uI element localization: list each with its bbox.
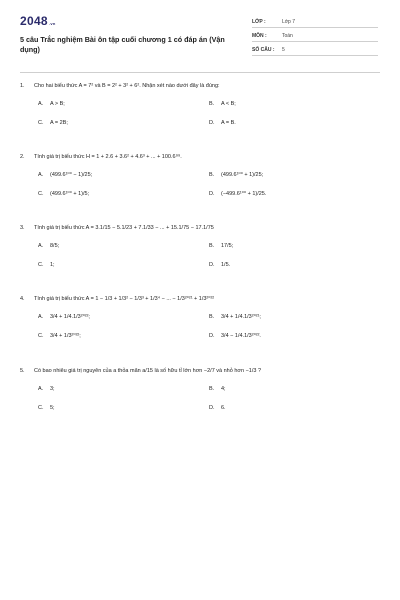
option-text: (499.6¹⁰⁰ + 1)/25; <box>221 172 264 178</box>
option-letter: A. <box>38 243 44 249</box>
option-text: (499.6¹⁰⁰ − 1)/25; <box>50 172 93 178</box>
answer-options <box>38 100 380 127</box>
option-a[interactable] <box>38 385 209 393</box>
info-row-class <box>252 14 378 28</box>
option-text: A < B; <box>221 101 236 107</box>
option-letter: D. <box>209 191 215 197</box>
option-letter: D. <box>209 120 215 126</box>
option-a[interactable] <box>38 100 209 108</box>
logo-suffix: .vn <box>48 21 56 26</box>
option-letter: D. <box>209 262 215 268</box>
question-text: Tính giá trị biểu thức A = 1 − 1/3 + 1/3² − 1/3³ + 1/3⁴ − ... − 1/3²⁰²¹ + 1/3²⁰²² <box>34 296 215 302</box>
question-text: Tính giá trị biểu thức H = 1 + 2.6 + 3.6² + 4.6³ + ... + 100.6⁹⁹. <box>34 154 182 160</box>
option-d[interactable] <box>209 332 380 340</box>
question-stem <box>20 367 380 375</box>
option-b[interactable] <box>209 171 380 179</box>
option-text: 8/5; <box>50 243 60 249</box>
question-text: Có bao nhiêu giá trị nguyên của a thỏa mãn a/15 là số hữu tỉ lớn hơn −2/7 và nhỏ hơn −1/3 ? <box>34 368 262 374</box>
option-c[interactable] <box>38 332 209 340</box>
option-letter: C. <box>38 120 44 126</box>
option-c[interactable] <box>38 404 209 412</box>
question-number: 3. <box>20 225 25 231</box>
answer-options <box>38 385 380 412</box>
option-text: 5; <box>50 405 55 411</box>
option-text: A > B; <box>50 101 65 107</box>
question-text: Tính giá trị biểu thức A = 3.1/15 − 5.1/23 + 7.1/33 − ... + 15.1/75 − 17.1/75 <box>34 225 214 231</box>
option-text: 3/4 + 1/3²⁰²²; <box>50 333 81 339</box>
option-c[interactable] <box>38 119 209 127</box>
option-b[interactable] <box>209 313 380 321</box>
option-letter: C. <box>38 191 44 197</box>
option-text: 4; <box>221 386 226 392</box>
option-text: (499.6¹⁰⁰ + 1)/5; <box>50 191 90 197</box>
info-label: SỐ CÂU : <box>252 47 275 53</box>
option-letter: C. <box>38 405 44 411</box>
option-letter: D. <box>209 333 215 339</box>
option-d[interactable] <box>209 119 380 127</box>
option-text: 3; <box>50 386 55 392</box>
option-d[interactable] <box>209 404 380 412</box>
option-text: A = 2B; <box>50 120 68 126</box>
answer-options <box>38 313 380 340</box>
worksheet-title: 5 câu Trắc nghiệm Bài ôn tập cuối chương 1 có đáp án (Vận dụng) <box>20 35 225 54</box>
info-label: MÔN : <box>252 33 267 39</box>
question-stem <box>20 82 380 90</box>
answer-options <box>38 242 380 269</box>
option-letter: B. <box>209 243 215 249</box>
info-value: Toán <box>282 33 293 39</box>
question-number: 1. <box>20 83 25 89</box>
option-letter: A. <box>38 386 44 392</box>
option-letter: A. <box>38 314 44 320</box>
option-b[interactable] <box>209 100 380 108</box>
option-b[interactable] <box>209 385 380 393</box>
option-d[interactable] <box>209 261 380 269</box>
info-row-count <box>252 42 378 56</box>
info-value: Lớp 7 <box>282 19 296 25</box>
option-text: 1; <box>50 262 55 268</box>
question-stem <box>20 153 380 161</box>
option-letter: B. <box>209 172 215 178</box>
question-number: 5. <box>20 368 25 374</box>
option-text: 3/4 + 1/4.1/3²⁰²²; <box>50 314 90 320</box>
question-1 <box>20 82 380 127</box>
option-letter: A. <box>38 172 44 178</box>
option-a[interactable] <box>38 171 209 179</box>
option-letter: B. <box>209 101 215 107</box>
info-panel <box>252 14 378 56</box>
question-stem <box>20 295 380 303</box>
question-number: 2. <box>20 154 25 160</box>
site-logo[interactable] <box>20 14 56 28</box>
option-letter: A. <box>38 101 44 107</box>
question-text: Cho hai biểu thức A = 7² và B = 2² + 3² + 6². Nhận xét nào dưới đây là đúng: <box>34 83 220 89</box>
option-letter: B. <box>209 386 215 392</box>
option-c[interactable] <box>38 261 209 269</box>
option-text: 17/5; <box>221 243 234 249</box>
question-stem <box>20 224 380 232</box>
info-row-subject <box>252 28 378 42</box>
option-text: (−499.6¹⁰⁰ + 1)/25. <box>221 191 267 197</box>
option-letter: C. <box>38 262 44 268</box>
option-text: 1/5. <box>221 262 231 268</box>
option-d[interactable] <box>209 190 380 198</box>
option-letter: B. <box>209 314 215 320</box>
info-value: 5 <box>282 47 285 53</box>
option-a[interactable] <box>38 313 209 321</box>
logo-text: 2048 <box>20 14 48 28</box>
option-letter: C. <box>38 333 44 339</box>
info-label: LỚP : <box>252 19 266 25</box>
option-text: 6. <box>221 405 226 411</box>
question-5 <box>20 367 380 412</box>
option-letter: D. <box>209 405 215 411</box>
header-divider <box>20 72 380 73</box>
option-text: 3/4 + 1/4.1/3²⁰²¹; <box>221 314 261 320</box>
option-c[interactable] <box>38 190 209 198</box>
option-a[interactable] <box>38 242 209 250</box>
question-2 <box>20 153 380 198</box>
answer-options <box>38 171 380 198</box>
question-3 <box>20 224 380 269</box>
option-text: 3/4 − 1/4.1/3²⁰²². <box>221 333 261 339</box>
option-b[interactable] <box>209 242 380 250</box>
option-text: A = B. <box>221 120 236 126</box>
question-4 <box>20 295 380 340</box>
question-number: 4. <box>20 296 25 302</box>
